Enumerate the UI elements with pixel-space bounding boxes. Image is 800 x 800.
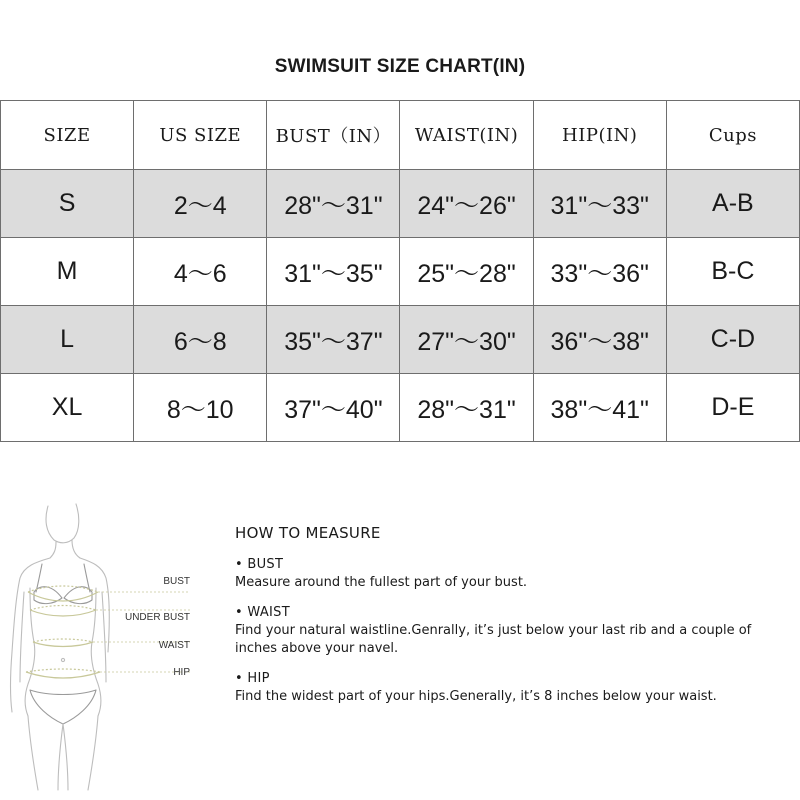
measure-item-desc: Find the widest part of your hips.Generally, it’s 8 inches below your waist.	[235, 689, 717, 704]
table-cell-hip: 38"～41"	[533, 374, 666, 442]
table-row	[1, 170, 800, 238]
table-row	[1, 374, 800, 442]
measure-item-title: • WAIST	[235, 605, 290, 620]
table-cell-size: M	[1, 238, 134, 306]
table-cell-us-size: 6～8	[134, 306, 267, 374]
label-hip: HIP	[173, 667, 190, 678]
table-cell-size: XL	[1, 374, 134, 442]
size-table	[0, 100, 800, 442]
measure-item-hip	[235, 670, 795, 706]
header-hip: HIP(IN)	[533, 101, 666, 170]
label-bust: BUST	[163, 576, 190, 587]
header-waist: WAIST(IN)	[400, 101, 533, 170]
table-cell-cups: B-C	[666, 238, 799, 306]
table-cell-bust: 31"～35"	[267, 238, 400, 306]
table-cell-hip: 36"～38"	[533, 306, 666, 374]
table-cell-bust: 28"～31"	[267, 170, 400, 238]
table-cell-bust: 37"～40"	[267, 374, 400, 442]
header-bust: BUST（IN）	[267, 101, 400, 170]
table-cell-waist: 25"～28"	[400, 238, 533, 306]
measure-item-desc: Measure around the fullest part of your bust.	[235, 575, 528, 590]
table-cell-cups: C-D	[666, 306, 799, 374]
how-to-measure-heading: HOW TO MEASURE	[235, 524, 381, 542]
measure-item-title: • BUST	[235, 557, 284, 572]
label-under-bust: UNDER BUST	[124, 612, 190, 623]
label-waist: WAIST	[158, 640, 190, 651]
how-to-measure-section	[235, 524, 795, 718]
table-cell-us-size: 8～10	[134, 374, 267, 442]
body-outline-illustration	[0, 492, 200, 792]
table-cell-waist: 28"～31"	[400, 374, 533, 442]
measure-item-bust	[235, 556, 795, 592]
table-cell-size: S	[1, 170, 134, 238]
table-cell-waist: 27"～30"	[400, 306, 533, 374]
header-cups: Cups	[666, 101, 799, 170]
measure-item-waist	[235, 604, 795, 658]
table-cell-us-size: 2～4	[134, 170, 267, 238]
header-size: SIZE	[1, 101, 134, 170]
table-row	[1, 306, 800, 374]
table-header-row	[1, 101, 800, 170]
table-cell-cups: A-B	[666, 170, 799, 238]
chart-title: SWIMSUIT SIZE CHART(IN)	[274, 56, 526, 77]
header-us-size: US SIZE	[134, 101, 267, 170]
table-cell-hip: 31"～33"	[533, 170, 666, 238]
table-cell-bust: 35"～37"	[267, 306, 400, 374]
measure-item-title: • HIP	[235, 671, 270, 686]
table-cell-hip: 33"～36"	[533, 238, 666, 306]
table-cell-waist: 24"～26"	[400, 170, 533, 238]
table-cell-us-size: 4～6	[134, 238, 267, 306]
table-cell-size: L	[1, 306, 134, 374]
table-row	[1, 238, 800, 306]
table-cell-cups: D-E	[666, 374, 799, 442]
measure-item-desc: Find your natural waistline.Genrally, it’s just below your last rib and a couple of inches above your navel.	[235, 623, 752, 656]
